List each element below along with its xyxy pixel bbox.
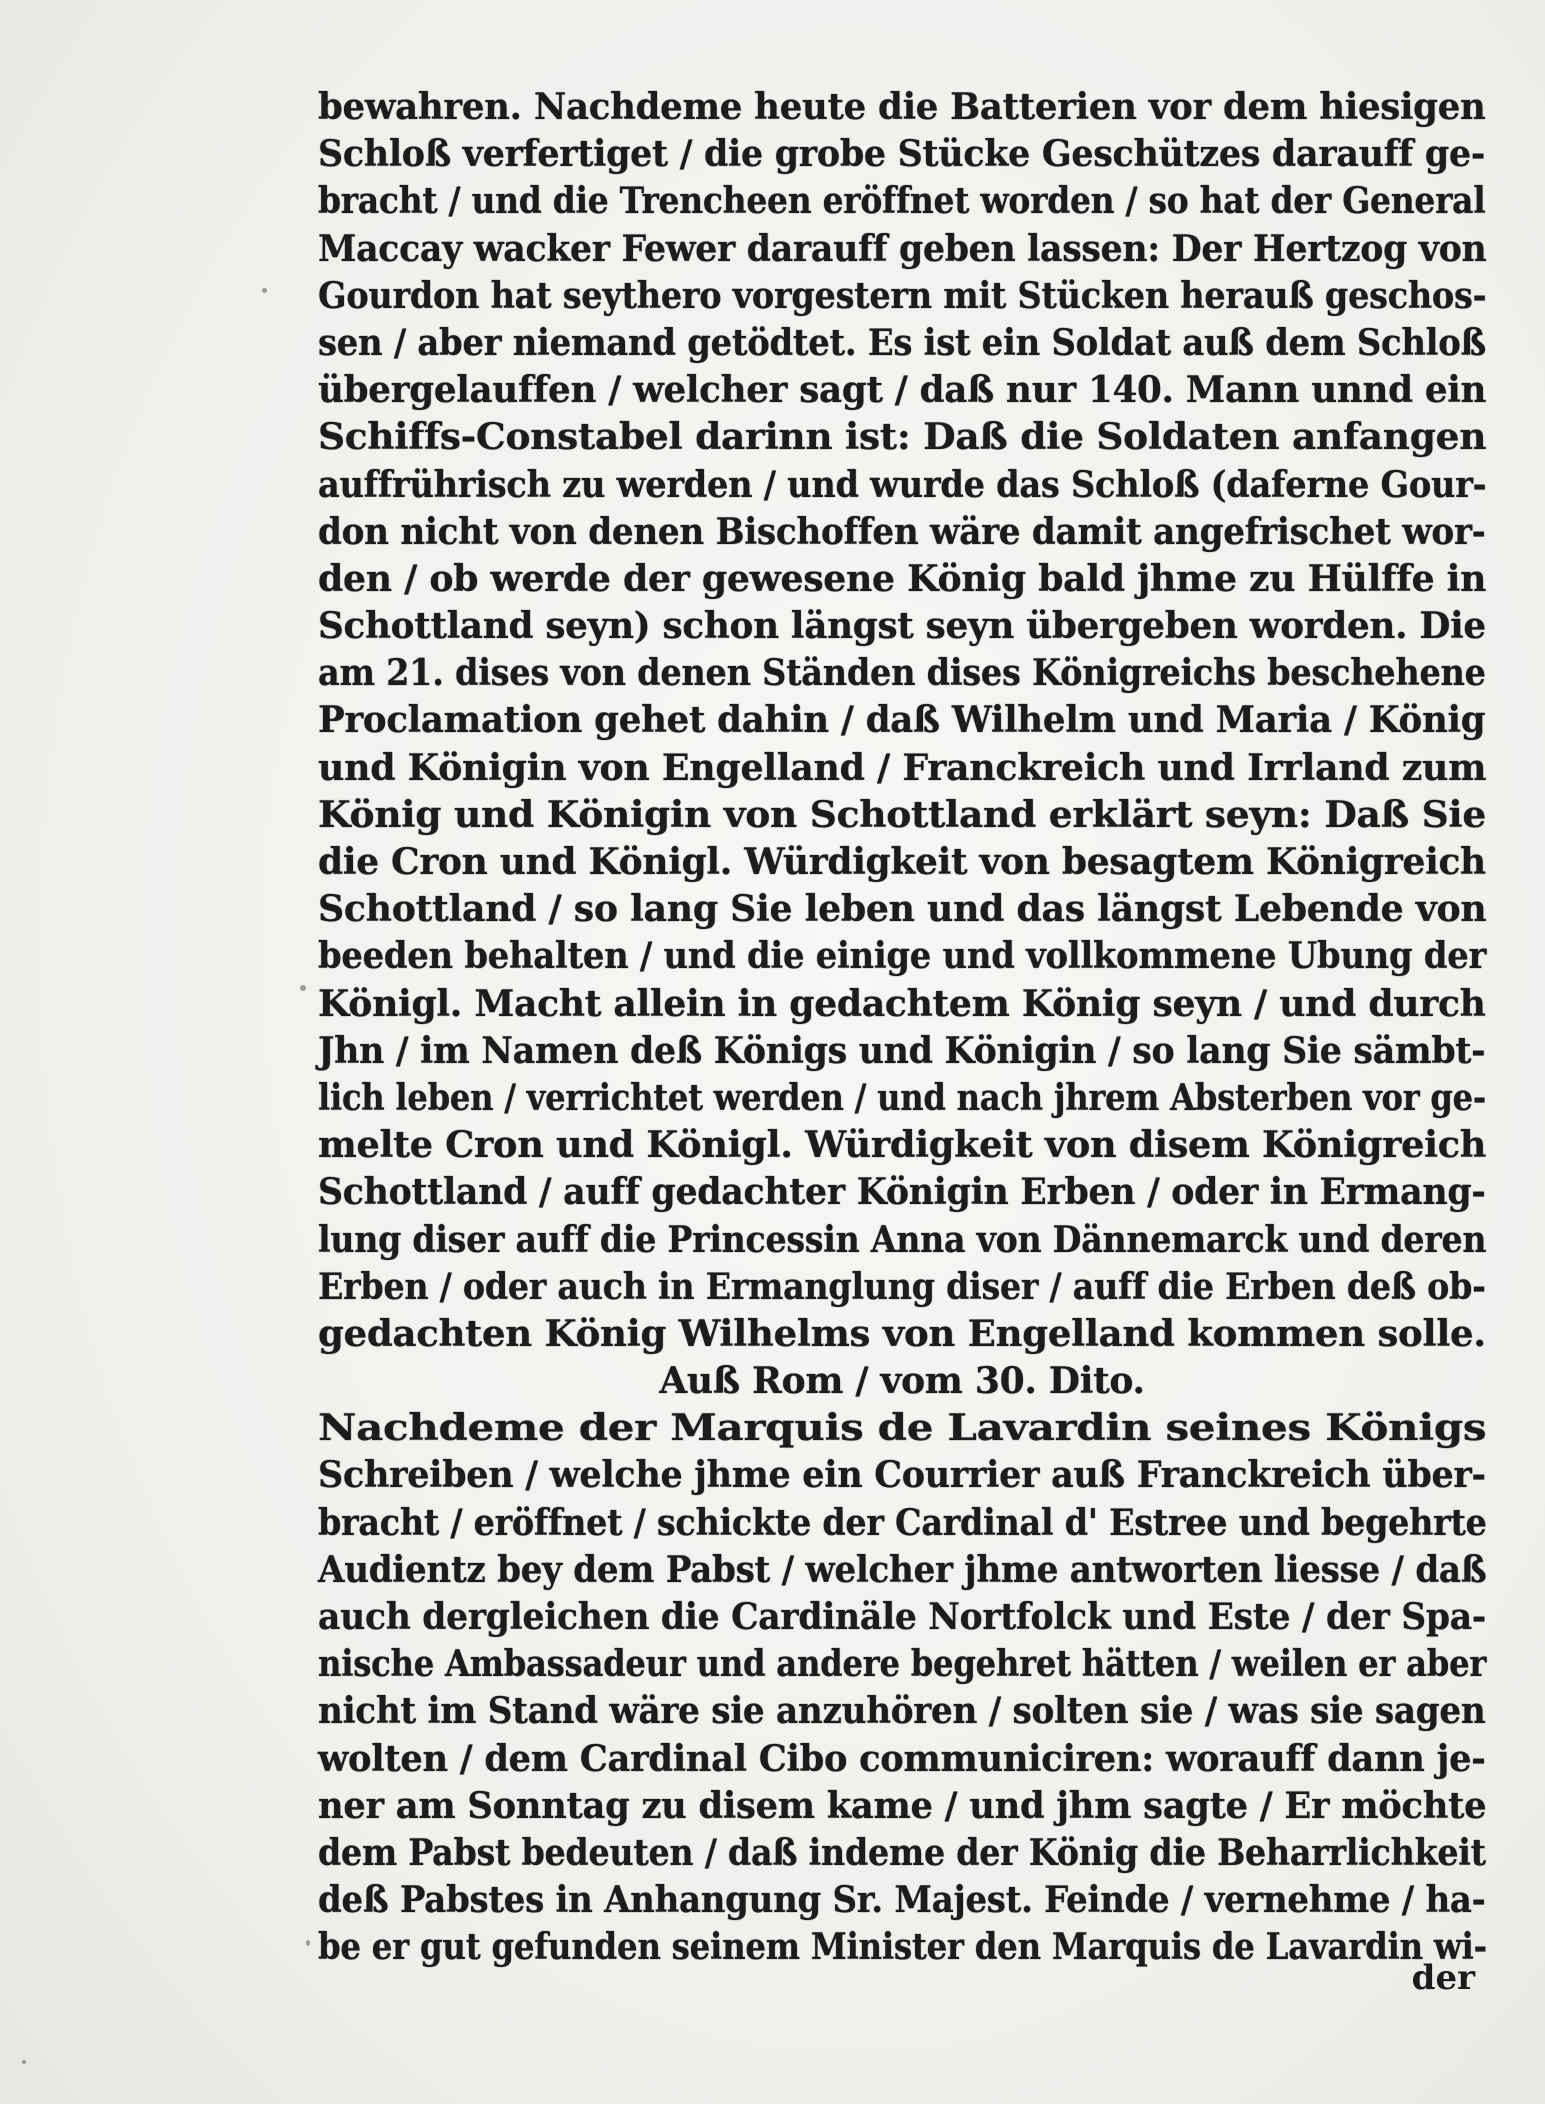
- text-line: bewahren. Nachdeme heute die Batterien vor dem hiesigen: [318, 86, 1486, 128]
- text-line: auffrührisch zu werden / und wurde das Schloß (daferne Gour-: [318, 463, 1487, 506]
- text-line: Schottland seyn) schon längst seyn übergeben worden. Die: [318, 605, 1486, 648]
- text-line: Maccay wacker Fewer darauff geben lassen: Der Hertzog von: [318, 227, 1487, 270]
- text-line: nicht im Stand wäre sie anzuhören / solten sie / was sie sagen: [318, 1690, 1486, 1733]
- paper-speck: [262, 288, 267, 293]
- text-line: Nachdeme der Marquis de Lavardin seines Königs: [318, 1407, 1487, 1450]
- text-line: bracht / und die Trencheen eröffnet worden / so hat der General: [318, 180, 1486, 223]
- text-line: König und Königin von Schottland erklärt seyn: Daß Sie: [318, 793, 1486, 836]
- body-text: [318, 84, 1486, 1972]
- text-line: wolten / dem Cardinal Cibo communiciren: worauff dann je-: [318, 1737, 1486, 1780]
- paper-speck: [306, 1940, 310, 1946]
- text-line: am 21. dises von denen Ständen dises Königreichs beschehene: [318, 652, 1486, 695]
- paper-speck: [22, 2060, 26, 2064]
- text-line: beeden behalten / und die einige und vollkommene Ubung der: [318, 935, 1487, 978]
- section-heading: Auß Rom / vom 30. Dito.: [659, 1360, 1145, 1403]
- text-line: be er gut gefunden seinem Minister den Marquis de Lavardin wi-: [318, 1926, 1487, 1969]
- text-line: Schottland / auff gedachter Königin Erben / oder in Ermang-: [318, 1171, 1486, 1214]
- text-line: übergelauffen / welcher sagt / daß nur 140. Mann unnd ein: [318, 369, 1487, 412]
- text-line: und Königin von Engelland / Franckreich und Irrland zum: [318, 746, 1487, 789]
- text-line: Schiffs-Constabel darinn ist: Daß die Soldaten anfangen: [318, 416, 1487, 459]
- text-line: den / ob werde der gewesene König bald jhme zu Hülffe in: [318, 557, 1487, 600]
- text-line: sen / aber niemand getödtet. Es ist ein Soldat auß dem Schloß: [318, 321, 1486, 364]
- text-line: bracht / eröffnet / schickte der Cardinal d' Estree und begehrte: [318, 1501, 1487, 1544]
- text-line: Schloß verfertiget / die grobe Stücke Geschützes darauff ge-: [318, 133, 1486, 176]
- text-line: melte Cron und Königl. Würdigkeit von disem Königreich: [318, 1124, 1487, 1167]
- text-line: Audientz bey dem Pabst / welcher jhme antworten liesse / daß: [318, 1548, 1487, 1591]
- text-line: auch dergleichen die Cardinäle Nortfolck und Este / der Spa-: [318, 1596, 1486, 1638]
- catchword: der: [1411, 1958, 1475, 1998]
- text-line: lung diser auff die Princessin Anna von Dännemarck und deren: [318, 1218, 1487, 1261]
- text-line: gedachten König Wilhelms von Engelland kommen solle.: [318, 1312, 1486, 1355]
- text-line: ner am Sonntag zu disem kame / und jhm sagte / Er möchte: [318, 1784, 1487, 1827]
- paper-speck: [300, 985, 306, 991]
- text-line: Schottland / so lang Sie leben und das längst Lebende von: [318, 888, 1487, 931]
- text-line: Proclamation gehet dahin / daß Wilhelm und Maria / König: [318, 699, 1486, 742]
- text-line: lich leben / verrichtet werden / und nach jhrem Absterben vor ge-: [318, 1076, 1487, 1119]
- text-line: Jhn / im Namen deß Königs und Königin / so lang Sie sämbt-: [318, 1029, 1486, 1072]
- text-line: Gourdon hat seythero vorgestern mit Stücken herauß geschos-: [318, 274, 1487, 317]
- text-line: Königl. Macht allein in gedachtem König seyn / und durch: [318, 982, 1486, 1025]
- text-line: dem Pabst bedeuten / daß indeme der König die Beharrlichkeit: [318, 1831, 1486, 1874]
- text-line: nische Ambassadeur und andere begehret hätten / weilen er aber: [318, 1643, 1487, 1686]
- text-line: Erben / oder auch in Ermanglung diser / auff die Erben deß ob-: [318, 1265, 1486, 1308]
- text-line: die Cron und Königl. Würdigkeit von besagtem Königreich: [318, 841, 1486, 883]
- text-line: Schreiben / welche jhme ein Courrier auß Franckreich über-: [318, 1454, 1486, 1497]
- text-line: don nicht von denen Bischoffen wäre damit angefrischet wor-: [318, 510, 1486, 553]
- text-line: deß Pabstes in Anhangung Sr. Majest. Feinde / vernehme / ha-: [318, 1879, 1486, 1922]
